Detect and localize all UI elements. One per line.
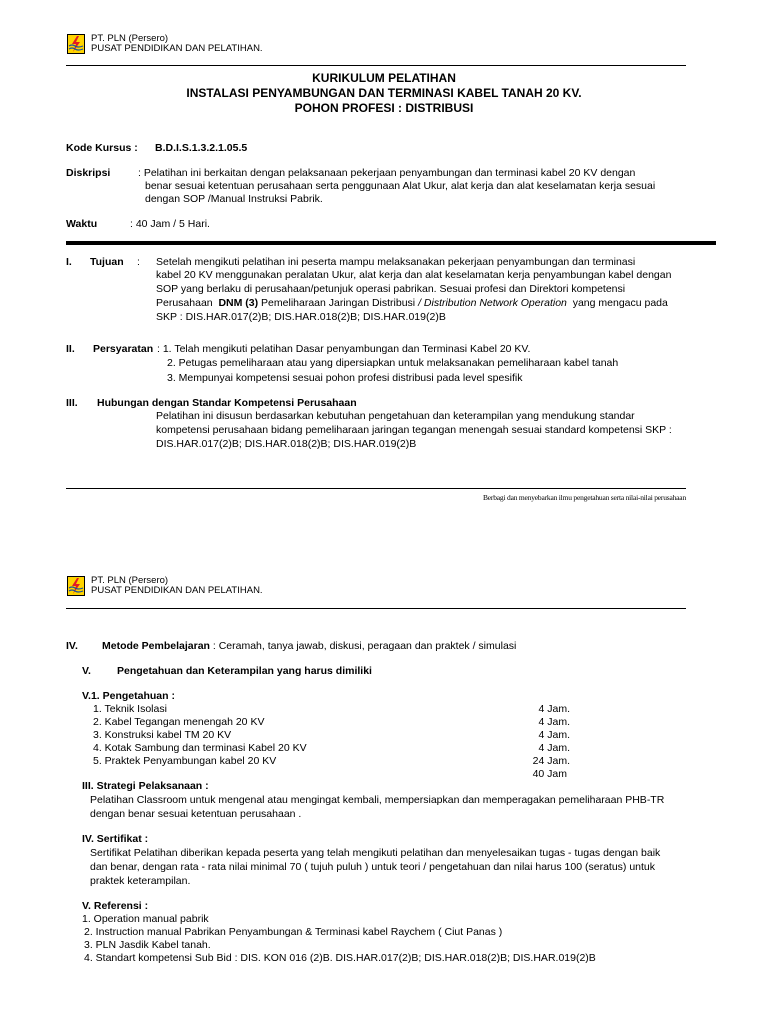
referensi-label: V. Referensi :	[82, 900, 149, 912]
sertifikat-line-1: Sertifikat Pelatihan diberikan kepada peserta yang telah mengikuti pelatihan dan menyelesaikan tugas - tugas dengan baik	[90, 847, 661, 859]
footer-divider	[66, 488, 686, 489]
list-item-hours: 4 Jam.	[538, 716, 570, 728]
tujuan-line-2: kabel 20 KV menggunakan peralatan Ukur, alat kerja dan alat keselamatan kerja penyambungan kabel dengan	[156, 269, 672, 281]
waktu-label: Waktu	[66, 218, 98, 230]
tujuan-line-4-mid: Pemeliharaan Jaringan Distribusi	[258, 297, 419, 309]
hubungan-num: III.	[66, 397, 78, 409]
persyaratan-item-1: : 1. Telah mengikuti pelatihan Dasar penyambungan dan Terminasi Kabel 20 KV.	[157, 343, 531, 355]
tujuan-num: I.	[66, 256, 72, 268]
list-item-name: 4. Kotak Sambung dan terminasi Kabel 20 KV	[93, 742, 307, 754]
diskripsi-line-2: benar sesuai ketentuan perusahaan serta penggunaan Alat Ukur, alat kerja dan alat keselamatan kerja sesuai	[145, 180, 656, 192]
tujuan-label: Tujuan	[90, 256, 124, 268]
tujuan-line-1: Setelah mengikuti pelatihan ini peserta mampu melaksanakan pekerjaan penyambungan dan terminasi	[156, 256, 636, 268]
unit-name: PUSAT PENDIDIKAN DAN PELATIHAN.	[91, 585, 263, 596]
kode-value: B.D.I.S.1.3.2.1.05.5	[155, 142, 248, 154]
v1-label: V.1. Pengetahuan :	[82, 690, 175, 702]
diskripsi-label: Diskripsi	[66, 167, 111, 179]
tujuan-line-3: SOP yang berlaku di perusahaan/petunjuk operasi pabrikan. Sesuai profesi dan Direktori kompetensi	[156, 283, 626, 295]
sertifikat-line-2: dan benar, dengan rata - rata nilai minimal 70 ( tujuh puluh ) untuk teori / pengetahuan dan nilai harus 100 (seratus) untuk	[90, 861, 656, 873]
pln-logo-icon	[67, 34, 85, 54]
tujuan-line-4	[156, 297, 668, 310]
list-item-hours: 24 Jam.	[532, 755, 570, 767]
tujuan-line-4-post: yang mengacu pada	[566, 297, 668, 309]
header-divider	[66, 608, 686, 609]
persyaratan-item-3: 3. Mempunyai kompetensi sesuai pohon profesi distribusi pada level spesifik	[167, 372, 523, 384]
dnm-code: DNM (3)	[218, 297, 259, 309]
tujuan-line-4-pre: Perusahaan	[156, 297, 219, 309]
footer-text: Berbagi dan menyebarkan ilmu pengetahuan serta nilai-nilai perusahaan	[483, 493, 686, 502]
metode-value: : Ceramah, tanya jawab, diskusi, peragaan dan praktek / simulasi	[209, 640, 517, 652]
tujuan-colon: :	[137, 256, 140, 268]
title-line-2: INSTALASI PENYAMBUNGAN DAN TERMINASI KABEL TANAH 20 KV.	[186, 86, 582, 100]
referensi-item: 4. Standart kompetensi Sub Bid : DIS. KON 016 (2)B. DIS.HAR.017(2)B; DIS.HAR.018(2)B; DIS.HAR.019(2)B	[84, 952, 596, 964]
sertifikat-label: IV. Sertifikat :	[82, 833, 149, 845]
hubungan-line-3: DIS.HAR.017(2)B; DIS.HAR.018(2)B; DIS.HAR.019(2)B	[156, 438, 417, 450]
referensi-item: 1. Operation manual pabrik	[82, 913, 209, 925]
metode-num: IV.	[66, 640, 78, 652]
persyaratan-label: Persyaratan	[93, 343, 154, 355]
unit-name: PUSAT PENDIDIKAN DAN PELATIHAN.	[91, 43, 263, 54]
strategi-line-1: Pelatihan Classroom untuk mengenal atau mengingat kembali, mempersiapkan dan memperagakan pemeliharaan PHB-TR	[90, 794, 665, 806]
persyaratan-item-2: 2. Petugas pemeliharaan atau yang dipersiapkan untuk melaksanakan pemeliharaan kabel tanah	[167, 357, 619, 369]
metode-label: Metode Pembelajaran	[102, 640, 210, 652]
total-hours: 40 Jam	[532, 768, 567, 780]
referensi-item: 3. PLN Jasdik Kabel tanah.	[84, 939, 211, 951]
company-name: PT. PLN (Persero)	[91, 33, 169, 44]
tujuan-line-5: SKP : DIS.HAR.017(2)B; DIS.HAR.018(2)B; DIS.HAR.019(2)B	[156, 311, 446, 323]
company-name: PT. PLN (Persero)	[91, 575, 169, 586]
header-divider	[66, 65, 686, 66]
section-divider	[66, 241, 716, 245]
sertifikat-line-3: praktek keterampilan.	[90, 875, 191, 887]
list-item-name: 2. Kabel Tegangan menengah 20 KV	[93, 716, 265, 728]
list-item-name: 1. Teknik Isolasi	[93, 703, 167, 715]
strategi-label: III. Strategi Pelaksanaan :	[82, 780, 209, 792]
list-item-name: 5. Praktek Penyambungan kabel 20 KV	[93, 755, 277, 767]
v-num: V.	[82, 665, 91, 677]
list-item-hours: 4 Jam.	[538, 729, 570, 741]
referensi-item: 2. Instruction manual Pabrikan Penyambungan & Terminasi kabel Raychem ( Ciut Panas )	[84, 926, 503, 938]
title-line-3: POHON PROFESI : DISTRIBUSI	[294, 101, 474, 115]
hubungan-line-2: kompetensi perusahaan bidang pemeliharaan jaringan tegangan menengah sesuai standard kompetensi SKP :	[156, 424, 672, 436]
title-line-1: KURIKULUM PELATIHAN	[312, 71, 456, 85]
hubungan-line-1: Pelatihan ini disusun berdasarkan kebutuhan pengetahuan dan keterampilan yang mendukung standar	[156, 410, 635, 422]
metode-row	[102, 640, 516, 653]
list-item-name: 3. Konstruksi kabel TM 20 KV	[93, 729, 232, 741]
persyaratan-num: II.	[66, 343, 75, 355]
list-item-hours: 4 Jam.	[538, 742, 570, 754]
v-label: Pengetahuan dan Keterampilan yang harus dimiliki	[117, 665, 372, 677]
hubungan-label: Hubungan dengan Standar Kompetensi Perusahaan	[97, 397, 357, 409]
kode-label: Kode Kursus :	[66, 142, 138, 154]
diskripsi-line-1: : Pelatihan ini berkaitan dengan pelaksanaan pekerjaan penyambungan dan terminasi kabel 20 KV dengan	[138, 167, 636, 179]
tujuan-line-4-italic: / Distribution Network Operation	[418, 297, 567, 309]
strategi-line-2: dengan benar sesuai ketentuan perusahaan .	[90, 808, 302, 820]
waktu-value: : 40 Jam / 5 Hari.	[130, 218, 210, 230]
diskripsi-line-3: dengan SOP /Manual Instruksi Pabrik.	[145, 193, 323, 205]
list-item-hours: 4 Jam.	[538, 703, 570, 715]
pln-logo-icon	[67, 576, 85, 596]
